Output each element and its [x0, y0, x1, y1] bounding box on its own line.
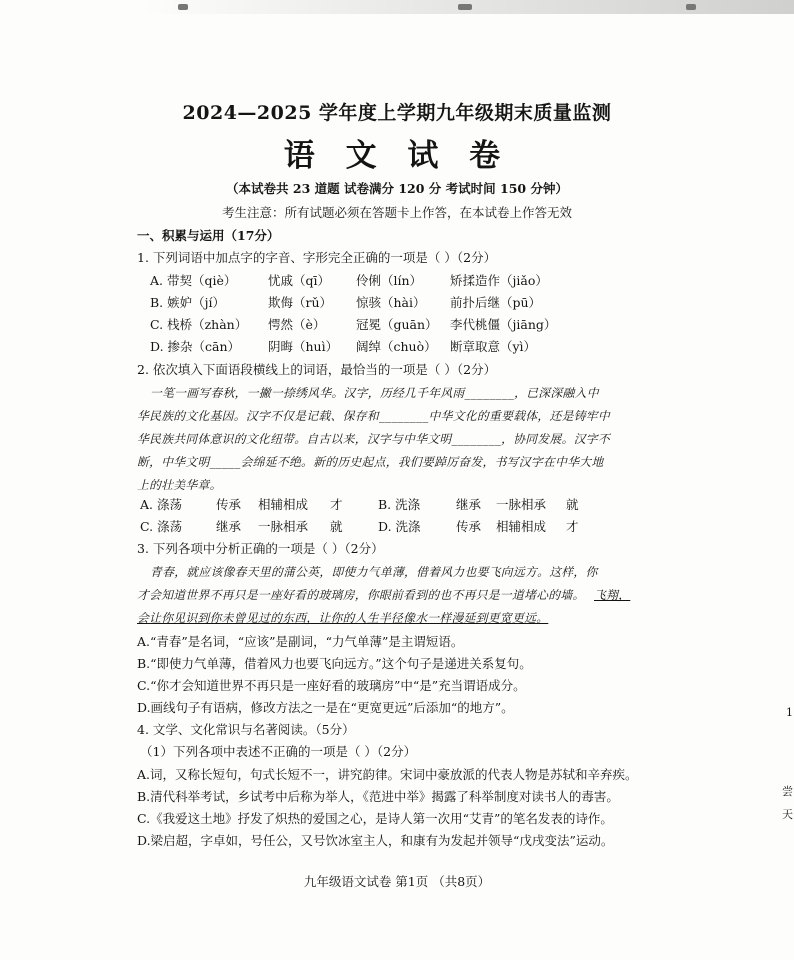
- q2-option: B. 洗涤: [378, 497, 421, 512]
- q3-option: D.画线句子有语病，修改方法之一是在“更宽更远”后添加“的地方”。: [137, 700, 514, 715]
- exam-info: （本试卷共 23 道题 试卷满分 120 分 考试时间 150 分钟）: [226, 181, 568, 196]
- q3-option: C.“你才会知道世界不再只是一座好看的玻璃房”中“是”充当谓语成分。: [137, 678, 526, 693]
- q2-option: 相辅相成: [496, 519, 547, 534]
- q1-option: 断章取意（yì）: [450, 339, 537, 354]
- exam-notice: 考生注意：所有试题必须在答题卡上作答，在本试卷上作答无效: [221, 205, 572, 220]
- margin-mark: 1: [786, 706, 793, 719]
- q1-option: 冠冕（guān）: [356, 317, 438, 332]
- q2-option: 才: [566, 519, 579, 534]
- q2-passage-line: 华民族共同体意识的文化纽带。自古以来，汉字与中华文明________，协同发展。汉字不: [137, 432, 610, 446]
- q1-option: 欺侮（rǔ）: [268, 295, 333, 310]
- q4-stem: 4. 文学、文化常识与名著阅读。（5分）: [137, 722, 355, 737]
- q2-option: 传承: [456, 519, 482, 534]
- q4-option: D.梁启超，字卓如，号任公，又号饮冰室主人，和康有为发起并领导“戊戌变法”运动。: [137, 833, 614, 848]
- page-footer: 九年级语文试卷 第1页 （共8页）: [303, 874, 491, 889]
- scan-mark: [178, 4, 188, 10]
- q4-sub-stem: （1）下列各项中表述不正确的一项是（ ）（2分）: [140, 744, 417, 759]
- q2-option: D. 洗涤: [378, 519, 421, 534]
- q2-option: 继承: [456, 497, 482, 512]
- scan-mark: [458, 4, 472, 10]
- q2-option: 继承: [216, 519, 242, 534]
- q2-option: 传承: [216, 497, 242, 512]
- q1-option: B. 嫉妒（jí）: [150, 295, 226, 310]
- q2-option: A. 涤荡: [140, 497, 182, 512]
- subject-title: 语 文 试 卷: [283, 138, 511, 174]
- q4-option: A.词，又称长短句，句式长短不一，讲究韵律。宋词中豪放派的代表人物是苏轼和辛弃疾。: [137, 767, 638, 782]
- exam-title: 2024—2025 学年度上学期九年级期末质量监测: [182, 102, 612, 124]
- q3-underlined-sentence: 飞翔，: [594, 588, 631, 602]
- q1-option: 李代桃僵（jiāng）: [450, 317, 557, 332]
- q1-option: 矫揉造作（jiǎo）: [450, 273, 548, 288]
- q3-passage-line: 青春，就应该像春天里的蒲公英，即使力气单薄，借着风力也要飞向远方。这样，你: [150, 565, 598, 579]
- q1-option: 惊骇（hài）: [356, 295, 426, 310]
- q3-stem: 3. 下列各项中分析正确的一项是（ ）（2分）: [137, 541, 384, 556]
- q2-passage-line: 上的壮美华章。: [137, 478, 222, 492]
- q3-passage-line: 才会知道世界不再只是一座好看的玻璃房，你眼前看到的也不再只是一道堵心的墙。: [137, 588, 585, 602]
- q2-option: 一脉相承: [496, 497, 547, 512]
- q2-option: 就: [330, 519, 343, 534]
- scan-mark: [686, 4, 696, 10]
- q1-stem: 1. 下列词语中加点字的字音、字形完全正确的一项是（ ）（2分）: [137, 250, 497, 265]
- q1-option: 前扑后继（pū）: [450, 295, 542, 310]
- q1-option: A. 带契（qiè）: [150, 273, 237, 288]
- q2-passage-line: 华民族的文化基因。汉字不仅是记载、保存和________中华文化的重要载体，还是铸牢中: [137, 409, 610, 423]
- q2-option: 就: [566, 497, 579, 512]
- q2-passage-line: 断，中华文明_____会绵延不绝。新的历史起点，我们要踔厉奋发，书写汉字在中华大地: [137, 455, 604, 469]
- section-heading: 一、积累与运用（17分）: [137, 228, 280, 243]
- q1-option: 阴晦（huì）: [268, 339, 339, 354]
- margin-mark: 尝: [782, 785, 793, 798]
- q1-option: D. 掺杂（cān）: [150, 339, 241, 354]
- q1-option: 伶俐（lín）: [356, 273, 423, 288]
- q3-option: B.“即使力气单薄，借着风力也要飞向远方。”这个句子是递进关系复句。: [137, 656, 532, 671]
- q2-stem: 2. 依次填入下面语段横线上的词语，最恰当的一项是（ ）（2分）: [137, 362, 497, 377]
- q2-passage-line: 一笔一画写春秋，一撇一捺绣风华。汉字，历经几千年风雨________，已深深融入中: [150, 386, 599, 400]
- q1-option: 阔绰（chuò）: [356, 339, 437, 354]
- q1-option: 忧戚（qī）: [268, 273, 330, 288]
- q2-option: 相辅相成: [258, 497, 309, 512]
- q4-option: C.《我爱这土地》抒发了炽热的爱国之心，是诗人第一次用“艾青”的笔名发表的诗作。: [137, 811, 613, 826]
- q1-option: 愕然（è）: [268, 317, 326, 332]
- q2-option: C. 涤荡: [140, 519, 183, 534]
- q2-option: 一脉相承: [258, 519, 309, 534]
- q2-option: 才: [330, 497, 343, 512]
- q3-option: A.“青春”是名词，“应该”是副词，“力气单薄”是主谓短语。: [137, 634, 464, 649]
- q3-underlined-sentence: 会让你见识到你未曾见过的东西，让你的人生半径像水一样漫延到更宽更远。: [137, 611, 549, 625]
- margin-mark: 天: [782, 808, 793, 821]
- q4-option: B.清代科举考试，乡试考中后称为举人，《范进中举》揭露了科举制度对读书人的毒害。: [137, 789, 619, 804]
- q1-option: C. 栈桥（zhàn）: [150, 317, 248, 332]
